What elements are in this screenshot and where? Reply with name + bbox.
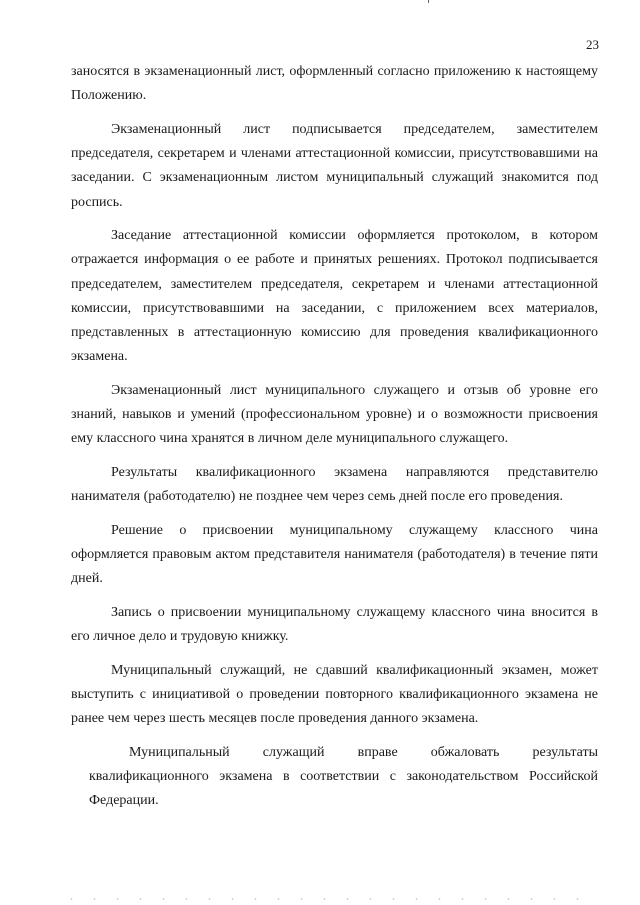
paragraph-results-sent: Результаты квалификационного экзамена направляются представителю нанимателя (работодателю) не позднее чем через семь дней после его проведения. (71, 465, 598, 505)
paragraph-rank-record: Запись о присвоении муниципальному служащему классного чина вносится в его личное дело и трудовую книжку. (71, 605, 598, 645)
paragraph-repeat-exam: Муниципальный служащий, не сдавший квалификационный экзамен, может выступить с инициативой о проведении повторного квалификационного экзамена не ранее чем через шесть месяцев после проведения данного экзамена. (71, 662, 598, 727)
scan-artifact-top (428, 0, 429, 3)
scan-artifact-bottom (60, 897, 580, 901)
document-body (71, 60, 598, 823)
paragraph-exam-sheet-signing: Экзаменационный лист подписывается председателем, заместителем председателя, секретарем и членами аттестационной комиссии, присутствовавшими на заседании. С экзаменационным листом муниципальный служащий знакомится под роспись. (71, 121, 598, 210)
page-number: 23 (586, 37, 599, 52)
paragraph-rank-decision: Решение о присвоении муниципальному служащему классного чина оформляется правовым актом представителя нанимателя (работодателя) в течение пяти дней. (71, 522, 598, 587)
paragraph-meeting-protocol: Заседание аттестационной комиссии оформляется протоколом, в котором отражается информация о ее работе и принятых решениях. Протокол подписывается председателем, заместителем председателя, секретарем и членами аттестационной комиссии, присутствовавшими на заседании, с приложением всех материалов, представленных в аттестационную комиссию для проведения квалификационного экзамена. (71, 228, 598, 365)
paragraph-personal-file: Экзаменационный лист муниципального служащего и отзыв об уровне его знаний, навыков и умений (профессиональном уровне) и о возможности присвоения ему классного чина хранятся в личном деле муниципального служащего. (71, 382, 598, 447)
paragraph-continuation: заносятся в экзаменационный лист, оформленный согласно приложению к настоящему Положению. (71, 64, 598, 104)
paragraph-appeal: Муниципальный служащий вправе обжаловать результаты квалификационного экзамена в соответствии с законодательством Российской Федерации. (89, 745, 598, 809)
